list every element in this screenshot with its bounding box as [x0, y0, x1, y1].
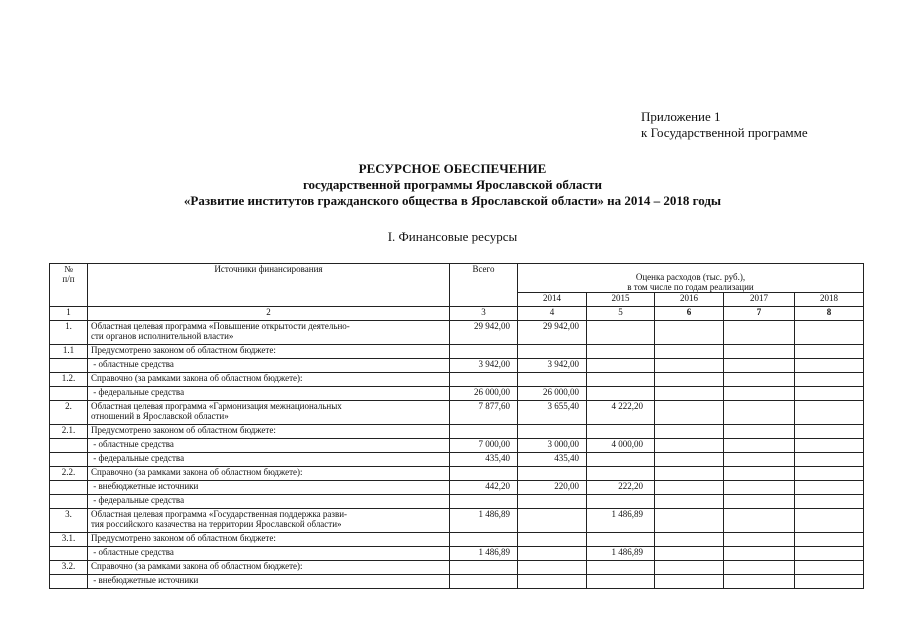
cell-2016 [655, 547, 724, 561]
section-title: I. Финансовые ресурсы [387, 229, 518, 244]
cell-2018 [795, 387, 864, 401]
column-numbers-row [50, 307, 864, 321]
cell-2014 [518, 345, 587, 359]
cell-2014 [518, 533, 587, 547]
cell-num [50, 547, 88, 561]
cell-source: Предусмотрено законом об областном бюджете: [88, 345, 450, 359]
cell-total [450, 575, 518, 589]
cell-source: - внебюджетные источники [88, 575, 450, 589]
cell-2017 [724, 547, 795, 561]
table-row [50, 533, 864, 547]
table-row [50, 495, 864, 509]
cell-2017 [724, 401, 795, 425]
cell-source: - федеральные средства [88, 387, 450, 401]
table-row [50, 425, 864, 439]
resources-table [49, 263, 864, 589]
header-estimate: Оценка расходов (тыс. руб.), в том числе по годам реализации [518, 264, 864, 293]
cell-2014 [518, 575, 587, 589]
cell-2016 [655, 467, 724, 481]
col-number-4: 4 [518, 307, 587, 321]
table-row [50, 467, 864, 481]
year-2016: 2016 [655, 293, 724, 307]
cell-2014: 3 942,00 [518, 359, 587, 373]
table-row [50, 321, 864, 345]
cell-num: 3. [50, 509, 88, 533]
cell-source: - внебюджетные источники [88, 481, 450, 495]
cell-2014 [518, 547, 587, 561]
document-heading [0, 161, 905, 209]
cell-num: 3.1. [50, 533, 88, 547]
cell-2014: 29 942,00 [518, 321, 587, 345]
cell-2018 [795, 373, 864, 387]
cell-2014 [518, 495, 587, 509]
cell-source: - областные средства [88, 359, 450, 373]
cell-total [450, 373, 518, 387]
col-number-2: 2 [88, 307, 450, 321]
cell-source: Предусмотрено законом об областном бюджете: [88, 425, 450, 439]
cell-total [450, 425, 518, 439]
cell-total [450, 467, 518, 481]
cell-2015 [587, 321, 655, 345]
cell-num [50, 453, 88, 467]
cell-num: 1.2. [50, 373, 88, 387]
cell-num: 2.2. [50, 467, 88, 481]
appendix-line-1: Приложение 1 [641, 109, 721, 124]
cell-2018 [795, 401, 864, 425]
cell-2016 [655, 425, 724, 439]
cell-2016 [655, 453, 724, 467]
cell-total: 29 942,00 [450, 321, 518, 345]
cell-2018 [795, 453, 864, 467]
cell-source: - федеральные средства [88, 495, 450, 509]
cell-total [450, 561, 518, 575]
year-2017: 2017 [724, 293, 795, 307]
appendix-note [641, 109, 808, 141]
cell-2014: 3 655,40 [518, 401, 587, 425]
cell-2016 [655, 345, 724, 359]
cell-source: Справочно (за рамками закона об областном бюджете): [88, 561, 450, 575]
table-row [50, 439, 864, 453]
cell-2015 [587, 533, 655, 547]
heading-line-2: государственной программы Ярославской области [302, 177, 603, 192]
cell-2018 [795, 495, 864, 509]
cell-total [450, 345, 518, 359]
cell-2016 [655, 533, 724, 547]
cell-source: Областная целевая программа «Повышение открытости деятельно- сти органов исполнительной власти» [88, 321, 450, 345]
cell-2017 [724, 321, 795, 345]
cell-num [50, 481, 88, 495]
cell-2014 [518, 373, 587, 387]
cell-2017 [724, 359, 795, 373]
cell-2016 [655, 373, 724, 387]
cell-2014: 220,00 [518, 481, 587, 495]
appendix-line-2: к Государственной программе [641, 125, 808, 140]
table-row [50, 547, 864, 561]
cell-source: Областная целевая программа «Гармонизация межнациональных отношений в Ярославской области» [88, 401, 450, 425]
cell-2015 [587, 425, 655, 439]
col-number-5: 5 [587, 307, 655, 321]
cell-2018 [795, 575, 864, 589]
header-source: Источники финансирования [88, 264, 450, 307]
cell-2015: 1 486,89 [587, 509, 655, 533]
cell-total: 7 000,00 [450, 439, 518, 453]
cell-2014: 26 000,00 [518, 387, 587, 401]
col-number-8: 8 [795, 307, 864, 321]
cell-2018 [795, 533, 864, 547]
cell-2015: 1 486,89 [587, 547, 655, 561]
cell-total: 26 000,00 [450, 387, 518, 401]
col-number-1: 1 [50, 307, 88, 321]
table-row [50, 509, 864, 533]
cell-num [50, 387, 88, 401]
cell-2016 [655, 481, 724, 495]
cell-2016 [655, 401, 724, 425]
table-row [50, 561, 864, 575]
col-number-3: 3 [450, 307, 518, 321]
cell-total: 1 486,89 [450, 547, 518, 561]
cell-num: 2. [50, 401, 88, 425]
cell-2017 [724, 387, 795, 401]
cell-2018 [795, 509, 864, 533]
cell-2015 [587, 495, 655, 509]
heading-line-1: РЕСУРСНОЕ ОБЕСПЕЧЕНИЕ [358, 161, 547, 176]
cell-2015 [587, 359, 655, 373]
cell-2015 [587, 561, 655, 575]
header-total: Всего [450, 264, 518, 307]
cell-2014 [518, 509, 587, 533]
table-row [50, 575, 864, 589]
cell-2014: 435,40 [518, 453, 587, 467]
cell-2016 [655, 387, 724, 401]
cell-source: - областные средства [88, 439, 450, 453]
cell-num: 3.2. [50, 561, 88, 575]
cell-2014 [518, 561, 587, 575]
cell-num: 2.1. [50, 425, 88, 439]
table-row [50, 481, 864, 495]
cell-total [450, 495, 518, 509]
cell-2015 [587, 575, 655, 589]
cell-2015 [587, 373, 655, 387]
cell-2016 [655, 439, 724, 453]
cell-total: 3 942,00 [450, 359, 518, 373]
cell-2014 [518, 467, 587, 481]
table-row [50, 345, 864, 359]
cell-2018 [795, 547, 864, 561]
cell-2015 [587, 345, 655, 359]
cell-2018 [795, 467, 864, 481]
heading-line-3: «Развитие институтов гражданского общества в Ярославской области» на 2014 – 2018 годы [183, 193, 722, 208]
cell-num [50, 495, 88, 509]
cell-2018 [795, 345, 864, 359]
cell-2017 [724, 561, 795, 575]
cell-2017 [724, 425, 795, 439]
cell-total: 435,40 [450, 453, 518, 467]
cell-source: Справочно (за рамками закона об областном бюджете): [88, 467, 450, 481]
cell-2017 [724, 467, 795, 481]
cell-2017 [724, 373, 795, 387]
cell-2016 [655, 321, 724, 345]
cell-total: 7 877,60 [450, 401, 518, 425]
cell-2018 [795, 359, 864, 373]
cell-2017 [724, 481, 795, 495]
cell-num: 1.1 [50, 345, 88, 359]
cell-2018 [795, 425, 864, 439]
cell-source: Областная целевая программа «Государственная поддержка разви- тия российского казачества на территории Ярославской области» [88, 509, 450, 533]
cell-total: 1 486,89 [450, 509, 518, 533]
table-row [50, 401, 864, 425]
cell-2016 [655, 575, 724, 589]
cell-2017 [724, 453, 795, 467]
cell-2017 [724, 509, 795, 533]
cell-2018 [795, 561, 864, 575]
cell-2014: 3 000,00 [518, 439, 587, 453]
year-2014: 2014 [518, 293, 587, 307]
cell-2016 [655, 359, 724, 373]
cell-total: 442,20 [450, 481, 518, 495]
cell-2018 [795, 439, 864, 453]
cell-2015 [587, 387, 655, 401]
table-row [50, 387, 864, 401]
cell-2015: 222,20 [587, 481, 655, 495]
cell-num [50, 575, 88, 589]
table-row [50, 359, 864, 373]
cell-source: - областные средства [88, 547, 450, 561]
cell-2015 [587, 453, 655, 467]
cell-total [450, 533, 518, 547]
cell-num [50, 359, 88, 373]
header-row [50, 264, 864, 293]
cell-source: Предусмотрено законом об областном бюджете: [88, 533, 450, 547]
cell-2017 [724, 439, 795, 453]
cell-2017 [724, 533, 795, 547]
cell-2015 [587, 467, 655, 481]
col-number-6: 6 [655, 307, 724, 321]
cell-2018 [795, 481, 864, 495]
cell-2017 [724, 345, 795, 359]
cell-2014 [518, 425, 587, 439]
cell-2018 [795, 321, 864, 345]
year-2018: 2018 [795, 293, 864, 307]
cell-source: Справочно (за рамками закона об областном бюджете): [88, 373, 450, 387]
year-2015: 2015 [587, 293, 655, 307]
cell-2016 [655, 495, 724, 509]
col-number-7: 7 [724, 307, 795, 321]
header-num: № п/п [50, 264, 88, 307]
cell-2016 [655, 561, 724, 575]
table-row [50, 453, 864, 467]
cell-2015: 4 000,00 [587, 439, 655, 453]
cell-source: - федеральные средства [88, 453, 450, 467]
cell-num [50, 439, 88, 453]
cell-2017 [724, 495, 795, 509]
table-row [50, 373, 864, 387]
cell-2016 [655, 509, 724, 533]
cell-2017 [724, 575, 795, 589]
cell-num: 1. [50, 321, 88, 345]
cell-2015: 4 222,20 [587, 401, 655, 425]
